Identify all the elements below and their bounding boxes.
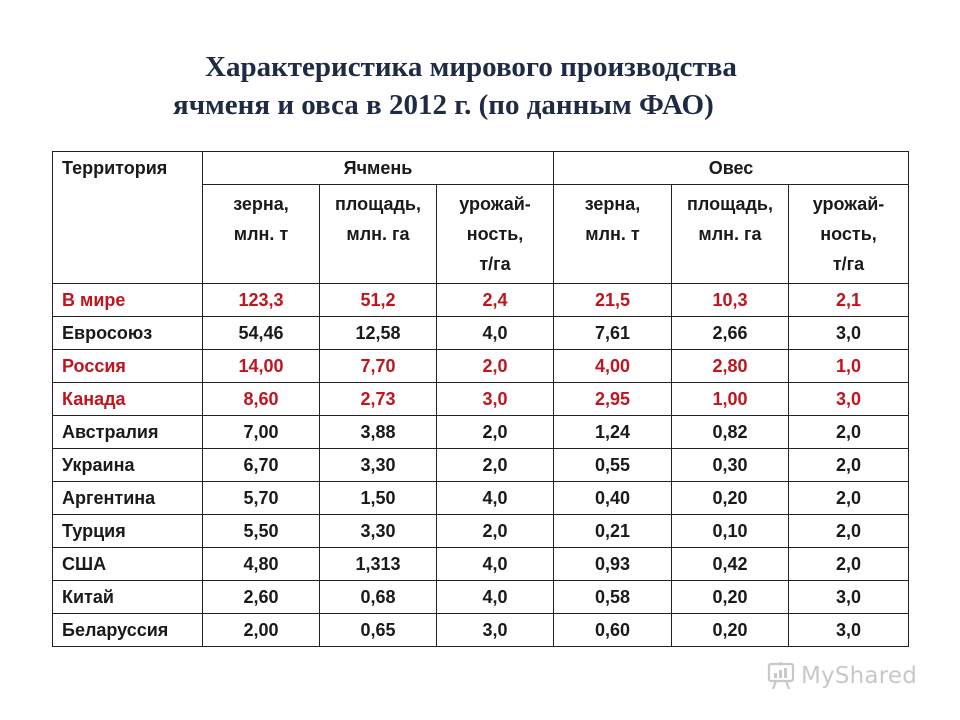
value-cell: 51,2 [320, 284, 437, 317]
value-cell: 14,00 [203, 350, 320, 383]
value-cell: 0,42 [672, 548, 789, 581]
value-cell: 2,0 [437, 515, 554, 548]
header-line: ность, [466, 224, 524, 244]
value-cell: 2,60 [203, 581, 320, 614]
value-cell: 7,00 [203, 416, 320, 449]
value-cell: 2,0 [789, 482, 909, 515]
presentation-board-icon [766, 661, 796, 691]
header-line: млн. га [698, 224, 762, 244]
table-row [53, 350, 909, 383]
table-group-header-row [53, 152, 909, 185]
oats-yield-header [789, 185, 909, 284]
value-cell: 2,80 [672, 350, 789, 383]
header-line: т/га [479, 254, 511, 274]
value-cell: 3,0 [437, 383, 554, 416]
value-cell: 3,88 [320, 416, 437, 449]
value-cell: 3,0 [437, 614, 554, 647]
value-cell: 21,5 [554, 284, 672, 317]
header-line: т/га [832, 254, 865, 274]
territory-cell: Китай [53, 581, 203, 614]
value-cell: 0,82 [672, 416, 789, 449]
value-cell: 2,0 [437, 350, 554, 383]
territory-header: Территория [53, 152, 203, 284]
value-cell: 3,30 [320, 515, 437, 548]
value-cell: 2,0 [789, 548, 909, 581]
territory-cell: США [53, 548, 203, 581]
header-line: зерна, [233, 194, 289, 214]
header-line: площадь, [335, 194, 421, 214]
value-cell: 0,40 [554, 482, 672, 515]
table-row [53, 317, 909, 350]
value-cell: 0,55 [554, 449, 672, 482]
value-cell: 2,0 [437, 449, 554, 482]
value-cell: 54,46 [203, 317, 320, 350]
table-row [53, 383, 909, 416]
table-row [53, 614, 909, 647]
value-cell: 2,00 [203, 614, 320, 647]
barley-group-header: Ячмень [203, 152, 554, 185]
table-row [53, 515, 909, 548]
header-line: млн. га [346, 224, 410, 244]
slide-title-line-1: Характеристика мирового производства [205, 51, 737, 83]
value-cell: 2,1 [789, 284, 909, 317]
value-cell: 3,30 [320, 449, 437, 482]
value-cell: 0,93 [554, 548, 672, 581]
territory-cell: Канада [53, 383, 203, 416]
value-cell: 4,80 [203, 548, 320, 581]
table-body [53, 284, 909, 647]
value-cell: 8,60 [203, 383, 320, 416]
value-cell: 0,21 [554, 515, 672, 548]
value-cell: 4,0 [437, 581, 554, 614]
myshared-watermark [766, 656, 936, 696]
table-row [53, 581, 909, 614]
value-cell: 1,313 [320, 548, 437, 581]
value-cell: 2,73 [320, 383, 437, 416]
header-line: урожай- [812, 194, 885, 214]
value-cell: 0,10 [672, 515, 789, 548]
value-cell: 5,50 [203, 515, 320, 548]
value-cell: 0,20 [672, 482, 789, 515]
value-cell: 0,20 [672, 614, 789, 647]
value-cell: 4,0 [437, 482, 554, 515]
table-row [53, 449, 909, 482]
value-cell: 0,58 [554, 581, 672, 614]
value-cell: 3,0 [789, 581, 909, 614]
table-row [53, 416, 909, 449]
value-cell: 2,4 [437, 284, 554, 317]
territory-cell: Евросоюз [53, 317, 203, 350]
header-line: зерна, [584, 194, 641, 214]
value-cell: 5,70 [203, 482, 320, 515]
value-cell: 0,60 [554, 614, 672, 647]
table-row [53, 482, 909, 515]
value-cell: 4,00 [554, 350, 672, 383]
value-cell: 7,70 [320, 350, 437, 383]
territory-cell: Россия [53, 350, 203, 383]
territory-cell: Аргентина [53, 482, 203, 515]
value-cell: 7,61 [554, 317, 672, 350]
value-cell: 0,30 [672, 449, 789, 482]
value-cell: 2,66 [672, 317, 789, 350]
header-line: площадь, [687, 194, 773, 214]
value-cell: 4,0 [437, 548, 554, 581]
value-cell: 6,70 [203, 449, 320, 482]
value-cell: 4,0 [437, 317, 554, 350]
value-cell: 0,65 [320, 614, 437, 647]
value-cell: 3,0 [789, 383, 909, 416]
value-cell: 0,68 [320, 581, 437, 614]
slide-title [0, 48, 960, 124]
value-cell: 123,3 [203, 284, 320, 317]
header-line: млн. т [233, 224, 289, 244]
territory-cell: Турция [53, 515, 203, 548]
value-cell: 0,20 [672, 581, 789, 614]
value-cell: 2,0 [789, 515, 909, 548]
watermark-text: MyShared [801, 663, 918, 689]
barley-area-header [320, 185, 437, 284]
oats-group-header: Овес [554, 152, 909, 185]
header-line: млн. т [585, 224, 640, 244]
value-cell: 2,0 [789, 449, 909, 482]
territory-cell: Беларуссия [53, 614, 203, 647]
header-line: урожай- [459, 194, 531, 214]
territory-cell: Австралия [53, 416, 203, 449]
value-cell: 3,0 [789, 614, 909, 647]
value-cell: 3,0 [789, 317, 909, 350]
slide-title-line-2: ячменя и овса в 2012 г. (по данным ФАО) [173, 89, 714, 121]
barley-grain-header [203, 185, 320, 284]
value-cell: 10,3 [672, 284, 789, 317]
table-row [53, 284, 909, 317]
oats-area-header [672, 185, 789, 284]
value-cell: 1,0 [789, 350, 909, 383]
value-cell: 1,24 [554, 416, 672, 449]
header-line: ность, [820, 224, 877, 244]
value-cell: 1,50 [320, 482, 437, 515]
barley-yield-header [437, 185, 554, 284]
value-cell: 2,0 [789, 416, 909, 449]
production-table [52, 151, 909, 647]
value-cell: 1,00 [672, 383, 789, 416]
value-cell: 12,58 [320, 317, 437, 350]
oats-grain-header [554, 185, 672, 284]
territory-cell: Украина [53, 449, 203, 482]
territory-cell: В мире [53, 284, 203, 317]
value-cell: 2,0 [437, 416, 554, 449]
value-cell: 2,95 [554, 383, 672, 416]
table-row [53, 548, 909, 581]
